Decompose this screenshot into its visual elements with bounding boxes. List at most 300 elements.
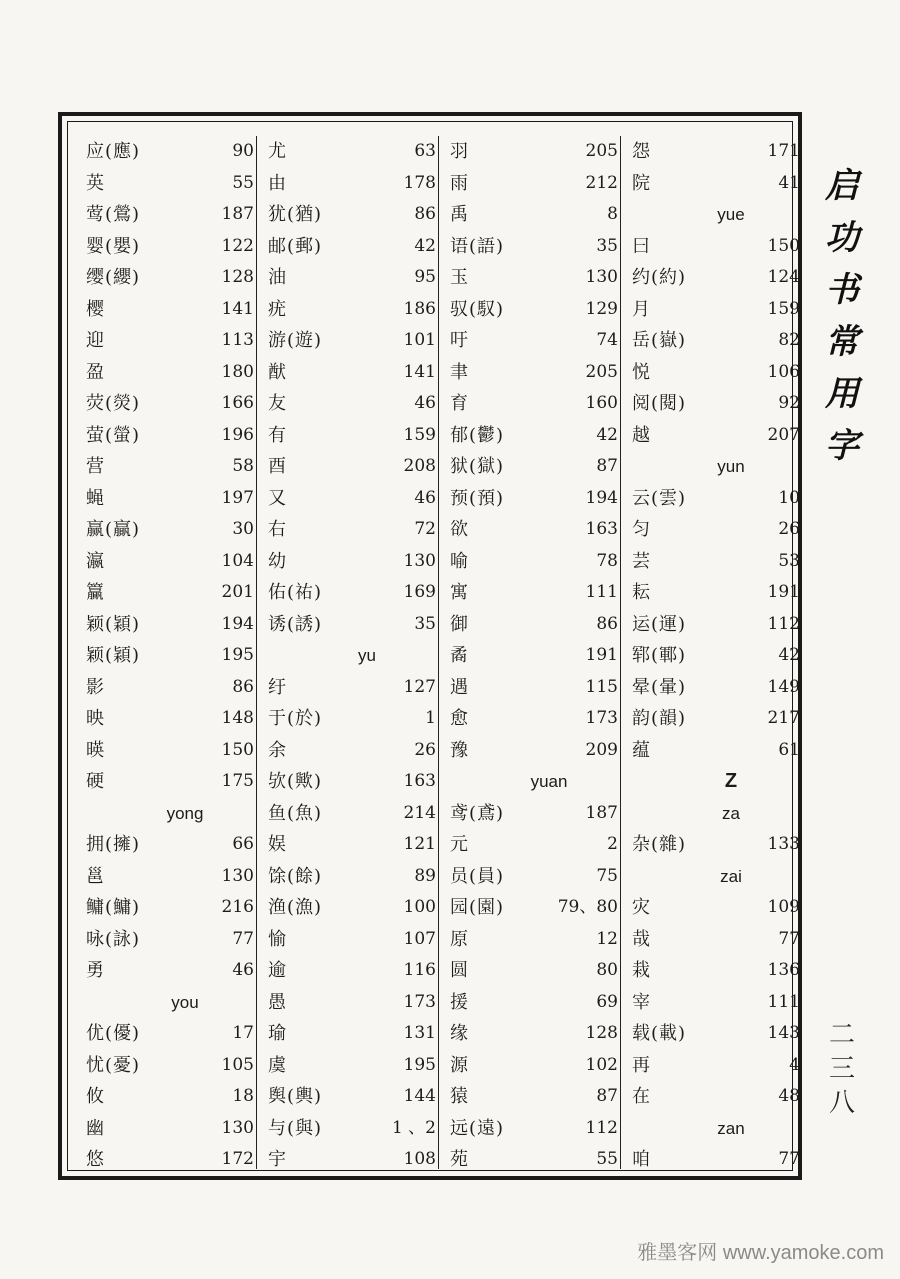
pinyin-heading: you xyxy=(171,992,199,1012)
entry-character: 邕 xyxy=(86,865,105,887)
entry-character: 驭(馭) xyxy=(450,298,505,320)
index-entry xyxy=(622,640,804,672)
entry-page: 207 xyxy=(767,424,800,445)
index-entry xyxy=(258,514,440,546)
entry-page: 216 xyxy=(221,897,254,917)
entry-character: 逾 xyxy=(268,960,287,981)
entry-page: 194 xyxy=(585,487,618,508)
index-entry xyxy=(76,1144,258,1176)
index-entry xyxy=(440,483,622,515)
entry-page: 42 xyxy=(596,424,618,445)
entry-character: 应(應) xyxy=(86,141,141,162)
entry-page: 102 xyxy=(585,1054,618,1075)
index-entry xyxy=(258,1081,440,1113)
entry-character: 宰 xyxy=(632,991,651,1013)
entry-page: 105 xyxy=(221,1054,254,1075)
entry-character: 再 xyxy=(632,1054,651,1076)
index-entry xyxy=(76,388,258,420)
index-entry xyxy=(258,325,440,357)
page-number-digit: 三 xyxy=(828,1054,855,1084)
entry-page: 35 xyxy=(596,235,618,256)
index-entry xyxy=(76,672,258,704)
entry-page: 205 xyxy=(585,141,618,161)
entry-character: 萤(螢) xyxy=(86,424,141,446)
index-entry xyxy=(76,577,258,609)
index-entry xyxy=(440,388,622,420)
entry-page: 48 xyxy=(778,1086,800,1106)
entry-page: 53 xyxy=(778,550,800,571)
entry-character: 圆 xyxy=(450,960,469,981)
entry-character: 邮(郵) xyxy=(268,235,323,257)
index-entry xyxy=(76,483,258,515)
entry-page: 61 xyxy=(778,739,800,760)
index-entry xyxy=(76,829,258,861)
entry-character: 愚 xyxy=(268,991,287,1013)
index-entry xyxy=(76,703,258,735)
entry-character: 纡 xyxy=(268,676,287,698)
entry-character: 缨(纓) xyxy=(86,267,141,288)
index-entry xyxy=(258,577,440,609)
entry-character: 越 xyxy=(632,424,651,446)
entry-character: 院 xyxy=(632,172,651,194)
entry-page: 58 xyxy=(232,456,254,476)
entry-character: 哉 xyxy=(632,928,651,950)
entry-character: 咏(詠) xyxy=(86,928,141,950)
entry-character: 雨 xyxy=(450,172,469,194)
entry-character: 颖(穎) xyxy=(86,613,141,635)
entry-page: 86 xyxy=(414,204,436,224)
entry-page: 111 xyxy=(585,582,618,602)
entry-character: 豫 xyxy=(450,739,469,761)
entry-character: 鳙(鱅) xyxy=(86,897,141,918)
entry-page: 133 xyxy=(767,834,800,854)
entry-character: 郁(鬱) xyxy=(450,424,505,446)
entry-character: 疣 xyxy=(268,298,287,320)
pinyin-heading: za xyxy=(722,803,740,823)
entry-page: 171 xyxy=(767,141,800,161)
entry-character: 鱼(魚) xyxy=(268,802,323,824)
entry-character: 瀛 xyxy=(86,550,105,572)
index-entry xyxy=(258,294,440,326)
index-entry xyxy=(440,136,622,168)
entry-character: 瑜 xyxy=(268,1023,287,1044)
entry-page: 112 xyxy=(585,1117,618,1138)
pinyin-heading: Z xyxy=(724,770,738,792)
entry-page: 180 xyxy=(221,361,254,382)
index-entry xyxy=(440,829,622,861)
entry-character: 缘 xyxy=(450,1023,469,1044)
entry-page: 86 xyxy=(232,676,254,697)
index-column-2 xyxy=(258,136,440,1169)
entry-character: 樱 xyxy=(86,298,105,320)
index-entry xyxy=(440,451,622,483)
index-entry xyxy=(258,924,440,956)
index-entry xyxy=(76,1081,258,1113)
entry-character: 矞 xyxy=(450,645,469,666)
index-entry xyxy=(440,987,622,1019)
index-entry xyxy=(258,829,440,861)
entry-character: 载(載) xyxy=(632,1023,687,1044)
entry-page: 130 xyxy=(403,550,436,571)
index-entry xyxy=(622,1144,804,1176)
entry-page: 191 xyxy=(585,645,618,665)
entry-page: 77 xyxy=(778,1149,800,1169)
entry-character: 猿 xyxy=(450,1086,469,1107)
entry-character: 芸 xyxy=(632,550,651,572)
entry-page: 92 xyxy=(778,393,800,413)
entry-character: 羽 xyxy=(450,141,469,162)
entry-page: 187 xyxy=(585,802,618,823)
entry-character: 影 xyxy=(86,676,105,698)
entry-page: 106 xyxy=(767,361,800,382)
entry-page: 116 xyxy=(403,960,436,980)
title-character: 功 xyxy=(825,218,859,258)
index-entry xyxy=(622,168,804,200)
entry-page: 149 xyxy=(767,676,800,697)
entry-character: 蕴 xyxy=(632,739,651,761)
watermark: 雅墨客网 www.yamoke.com xyxy=(637,1242,884,1264)
index-entry xyxy=(622,262,804,294)
index-entry xyxy=(622,388,804,420)
entry-page: 111 xyxy=(767,991,800,1012)
index-entry xyxy=(622,987,804,1019)
entry-page: 26 xyxy=(778,519,800,539)
entry-page: 42 xyxy=(778,645,800,665)
page-number-digit: 二 xyxy=(828,1020,855,1050)
entry-character: 蝇 xyxy=(86,487,105,509)
entry-character: 映 xyxy=(86,708,105,729)
entry-character: 韵(韻) xyxy=(632,708,687,729)
index-entry xyxy=(76,357,258,389)
entry-character: 怨 xyxy=(632,141,651,162)
entry-page: 186 xyxy=(403,298,436,319)
entry-character: 犹(猶) xyxy=(268,204,323,225)
index-entry xyxy=(440,861,622,893)
index-entry xyxy=(76,1113,258,1145)
index-entry xyxy=(76,640,258,672)
entry-character: 岳(嶽) xyxy=(632,330,687,351)
index-entry xyxy=(258,168,440,200)
entry-character: 诱(誘) xyxy=(268,613,323,635)
index-entry xyxy=(76,168,258,200)
entry-page: 30 xyxy=(232,519,254,539)
index-entry xyxy=(440,199,622,231)
index-entry xyxy=(258,451,440,483)
index-entry xyxy=(622,703,804,735)
entry-page: 104 xyxy=(221,550,254,571)
index-entry xyxy=(76,294,258,326)
entry-page: 79、80 xyxy=(557,897,618,917)
entry-page: 212 xyxy=(585,172,618,193)
entry-page: 131 xyxy=(403,1023,436,1043)
index-entry xyxy=(622,136,804,168)
entry-character: 宇 xyxy=(268,1149,287,1170)
entry-page: 46 xyxy=(414,393,436,413)
index-entry xyxy=(258,262,440,294)
entry-page: 166 xyxy=(221,393,254,413)
index-entry xyxy=(440,892,622,924)
entry-page: 205 xyxy=(585,361,618,382)
index-entry xyxy=(622,735,804,767)
entry-page: 196 xyxy=(221,424,254,445)
entry-page: 86 xyxy=(596,613,618,634)
entry-page: 87 xyxy=(596,456,618,476)
entry-page: 69 xyxy=(596,991,618,1012)
entry-page: 141 xyxy=(403,361,436,382)
index-entry xyxy=(258,798,440,830)
index-entry xyxy=(622,357,804,389)
index-entry xyxy=(622,829,804,861)
entry-character: 在 xyxy=(632,1086,651,1107)
entry-character: 愉 xyxy=(268,928,287,950)
entry-character: 苑 xyxy=(450,1149,469,1170)
entry-page: 124 xyxy=(767,267,800,287)
index-entry xyxy=(622,231,804,263)
entry-page: 18 xyxy=(232,1086,254,1106)
entry-page: 141 xyxy=(221,298,254,319)
index-entry xyxy=(76,955,258,987)
entry-page: 26 xyxy=(414,739,436,760)
entry-character: 英 xyxy=(86,172,105,194)
entry-page: 169 xyxy=(403,582,436,602)
entry-character: 咱 xyxy=(632,1149,651,1170)
entry-character: 援 xyxy=(450,991,469,1013)
entry-character: 尤 xyxy=(268,141,287,162)
entry-character: 莺(鶯) xyxy=(86,204,141,225)
entry-page: 173 xyxy=(585,708,618,728)
index-entry xyxy=(622,294,804,326)
entry-page: 101 xyxy=(403,330,436,350)
entry-page: 35 xyxy=(414,613,436,634)
entry-character: 幽 xyxy=(86,1117,105,1139)
entry-character: 元 xyxy=(450,834,469,855)
index-entry xyxy=(440,672,622,704)
entry-character: 虞 xyxy=(268,1054,287,1076)
entry-character: 与(與) xyxy=(268,1117,323,1139)
entry-page: 66 xyxy=(232,834,254,854)
entry-page: 78 xyxy=(596,550,618,571)
entry-page: 136 xyxy=(767,960,800,980)
entry-character: 赢(贏) xyxy=(86,519,141,540)
index-entry xyxy=(622,577,804,609)
entry-page: 197 xyxy=(221,487,254,508)
index-entry xyxy=(76,514,258,546)
entry-page: 148 xyxy=(221,708,254,728)
index-entry xyxy=(440,514,622,546)
index-entry xyxy=(258,987,440,1019)
entry-page: 100 xyxy=(403,897,436,917)
index-entry xyxy=(440,735,622,767)
entry-page: 113 xyxy=(221,330,254,350)
entry-character: 运(運) xyxy=(632,613,687,635)
index-entry xyxy=(622,609,804,641)
entry-character: 攸 xyxy=(86,1086,105,1107)
entry-page: 208 xyxy=(403,456,436,476)
index-entry xyxy=(76,262,258,294)
index-entry xyxy=(258,420,440,452)
entry-character: 御 xyxy=(450,613,469,635)
index-column-3 xyxy=(440,136,622,1169)
entry-page: 72 xyxy=(414,519,436,539)
entry-character: 游(遊) xyxy=(268,330,323,351)
index-entry xyxy=(258,703,440,735)
entry-page: 46 xyxy=(232,960,254,980)
page-number-digit: 八 xyxy=(828,1088,855,1118)
index-entry xyxy=(440,924,622,956)
pinyin-heading: yun xyxy=(717,457,745,476)
entry-character: 栽 xyxy=(632,960,651,981)
entry-page: 163 xyxy=(585,519,618,539)
entry-page: 130 xyxy=(585,267,618,287)
entry-page: 130 xyxy=(221,1117,254,1138)
entry-character: 荧(熒) xyxy=(86,393,141,414)
index-entry xyxy=(622,924,804,956)
index-entry xyxy=(258,199,440,231)
entry-page: 107 xyxy=(403,928,436,949)
index-entry xyxy=(440,955,622,987)
entry-page: 160 xyxy=(585,393,618,413)
index-entry xyxy=(258,861,440,893)
index-entry xyxy=(440,325,622,357)
entry-page: 187 xyxy=(221,204,254,224)
index-table-frame xyxy=(58,112,802,1180)
entry-page: 80 xyxy=(596,960,618,980)
entry-character: 语(語) xyxy=(450,235,505,257)
index-entry xyxy=(76,1018,258,1050)
index-entry xyxy=(76,924,258,956)
entry-character: 渔(漁) xyxy=(268,897,323,918)
entry-page: 175 xyxy=(221,771,254,791)
index-entry xyxy=(258,1018,440,1050)
index-entry xyxy=(76,546,258,578)
entry-page: 82 xyxy=(778,330,800,350)
entry-character: 由 xyxy=(268,172,287,194)
index-entry xyxy=(440,609,622,641)
entry-character: 悦 xyxy=(632,361,651,383)
entry-page: 178 xyxy=(403,172,436,193)
entry-page: 163 xyxy=(403,771,436,791)
entry-page: 12 xyxy=(596,928,618,949)
entry-character: 迎 xyxy=(86,330,105,351)
index-entry xyxy=(258,136,440,168)
page-number xyxy=(822,1018,862,1120)
entry-character: 愈 xyxy=(450,708,469,729)
entry-character: 吁 xyxy=(450,330,469,351)
entry-page: 55 xyxy=(232,172,254,193)
entry-character: 遇 xyxy=(450,676,469,698)
entry-page: 217 xyxy=(767,708,800,728)
index-entry xyxy=(258,231,440,263)
index-entry xyxy=(622,892,804,924)
entry-character: 幼 xyxy=(268,550,287,572)
index-entry xyxy=(622,672,804,704)
entry-character: 余 xyxy=(268,739,287,761)
entry-page: 46 xyxy=(414,487,436,508)
index-entry xyxy=(440,1113,622,1145)
entry-character: 远(遠) xyxy=(450,1117,505,1139)
pinyin-heading: zai xyxy=(720,866,742,886)
entry-page: 8 xyxy=(607,204,618,224)
entry-page: 201 xyxy=(221,582,254,602)
title-character: 常 xyxy=(825,322,859,362)
entry-page: 191 xyxy=(767,582,800,602)
entry-character: 勇 xyxy=(86,960,105,981)
entry-character: 有 xyxy=(268,424,287,446)
entry-page: 95 xyxy=(414,267,436,287)
entry-page: 1 、2 xyxy=(391,1117,436,1138)
index-entry xyxy=(76,325,258,357)
entry-character: 玉 xyxy=(450,267,469,288)
entry-page: 74 xyxy=(596,330,618,350)
entry-character: 育 xyxy=(450,393,469,414)
index-entry xyxy=(76,735,258,767)
entry-page: 129 xyxy=(585,298,618,319)
entry-page: 173 xyxy=(403,991,436,1012)
entry-character: 欤(歟) xyxy=(268,771,323,792)
index-entry xyxy=(622,514,804,546)
entry-character: 约(約) xyxy=(632,267,687,288)
index-entry xyxy=(440,1018,622,1050)
index-entry xyxy=(258,483,440,515)
entry-character: 灾 xyxy=(632,897,651,918)
entry-page: 17 xyxy=(232,1023,254,1043)
entry-character: 暎 xyxy=(86,739,105,761)
title-character: 字 xyxy=(825,426,859,466)
entry-character: 禹 xyxy=(450,204,469,225)
entry-character: 云(雲) xyxy=(632,487,687,509)
entry-page: 144 xyxy=(403,1086,436,1106)
entry-character: 婴(嬰) xyxy=(86,235,141,257)
index-entry xyxy=(440,420,622,452)
index-entry xyxy=(258,546,440,578)
entry-character: 杂(雜) xyxy=(632,834,687,855)
index-entry xyxy=(622,546,804,578)
entry-page: 63 xyxy=(414,141,436,161)
vertical-book-title xyxy=(822,160,862,472)
index-entry xyxy=(258,388,440,420)
index-entry xyxy=(76,609,258,641)
entry-page: 159 xyxy=(403,424,436,445)
entry-character: 佑(祐) xyxy=(268,582,323,603)
entry-character: 员(員) xyxy=(450,865,505,887)
index-entry xyxy=(76,861,258,893)
entry-page: 121 xyxy=(403,834,436,854)
entry-character: 优(優) xyxy=(86,1023,141,1044)
title-character: 启 xyxy=(825,166,859,206)
entry-character: 又 xyxy=(268,487,287,509)
entry-page: 55 xyxy=(596,1149,618,1169)
entry-page: 1 xyxy=(425,708,436,728)
entry-page: 150 xyxy=(767,235,800,256)
entry-page: 10 xyxy=(778,487,800,508)
entry-page: 77 xyxy=(778,928,800,949)
entry-character: 拥(擁) xyxy=(86,834,141,855)
entry-page: 127 xyxy=(403,676,436,697)
index-entry xyxy=(622,325,804,357)
entry-page: 4 xyxy=(789,1054,800,1075)
index-entry xyxy=(622,483,804,515)
entry-character: 聿 xyxy=(450,361,469,383)
entry-page: 109 xyxy=(767,897,800,917)
index-entry xyxy=(440,577,622,609)
entry-character: 籯 xyxy=(86,582,105,603)
entry-character: 郓(鄆) xyxy=(632,645,687,666)
entry-character: 娱 xyxy=(268,834,287,855)
entry-character: 鸢(鳶) xyxy=(450,802,505,824)
entry-character: 曰 xyxy=(632,235,651,257)
entry-page: 115 xyxy=(585,676,618,697)
entry-character: 耘 xyxy=(632,582,651,603)
